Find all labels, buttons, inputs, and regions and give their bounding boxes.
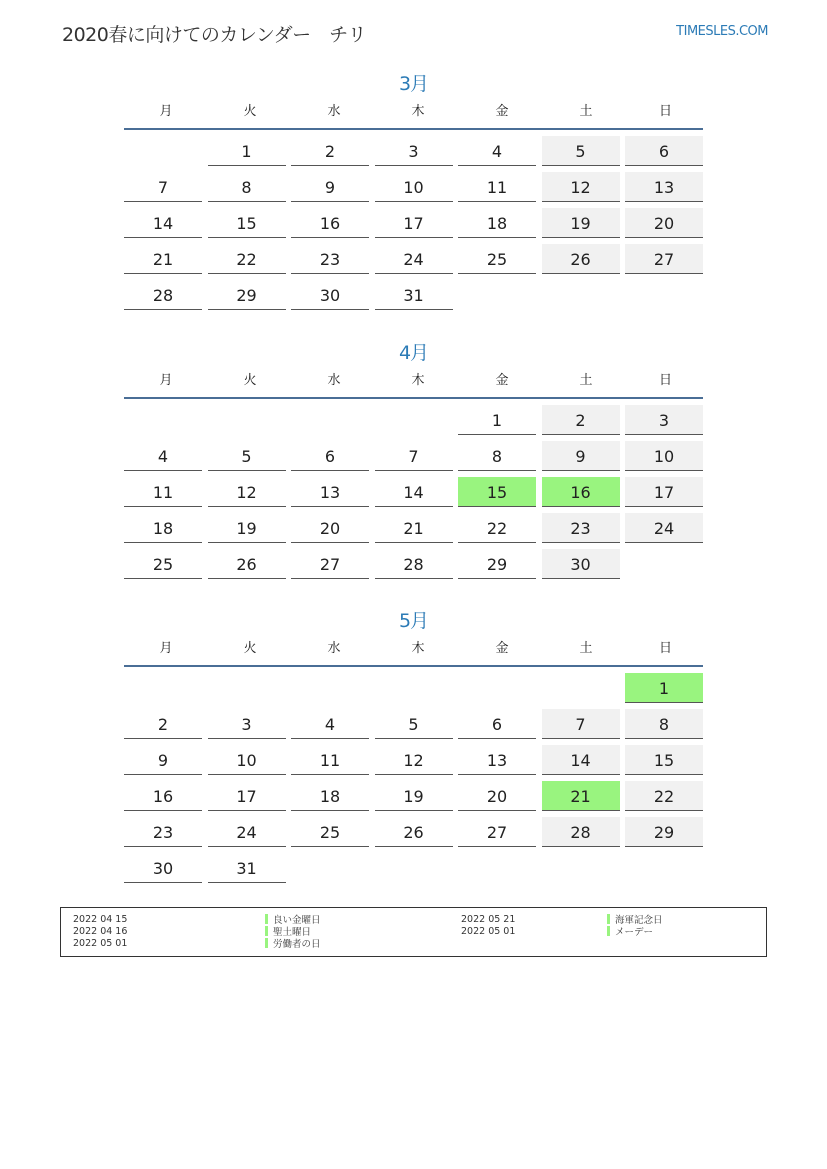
month-may	[124, 607, 703, 883]
day-cell: 22	[625, 781, 703, 811]
header-rule	[124, 397, 703, 399]
day-cell: 7	[375, 441, 453, 471]
day-cell: 25	[124, 549, 202, 579]
header-rule	[124, 128, 703, 130]
empty-cell	[208, 405, 286, 435]
day-cell: 30	[291, 280, 369, 310]
legend-item	[265, 914, 321, 926]
weekday-label: 水	[327, 641, 341, 656]
day-grid	[124, 673, 703, 883]
legend-name: 聖土曜日	[273, 927, 312, 938]
day-cell: 8	[625, 709, 703, 739]
day-cell: 13	[458, 745, 536, 775]
day-cell: 13	[291, 477, 369, 507]
weekday-label: 金	[495, 373, 509, 388]
legend-date: 2022 04 15	[73, 914, 128, 925]
weekday-label: 水	[327, 373, 341, 388]
holiday-marker	[265, 938, 268, 948]
legend-date: 2022 05 01	[461, 926, 516, 937]
page-title: 2020春に向けてのカレンダー チリ	[62, 24, 367, 46]
day-cell: 9	[124, 745, 202, 775]
legend-names-2	[607, 914, 663, 938]
weekday-label: 火	[243, 641, 257, 656]
empty-cell	[291, 673, 369, 703]
legend-item	[607, 914, 663, 926]
empty-cell	[375, 405, 453, 435]
day-cell: 5	[542, 136, 620, 166]
day-cell: 12	[208, 477, 286, 507]
day-cell: 12	[542, 172, 620, 202]
empty-cell	[124, 405, 202, 435]
holiday-marker	[607, 926, 610, 936]
empty-cell	[375, 853, 453, 883]
legend-date: 2022 05 21	[461, 914, 516, 925]
legend-name: 良い金曜日	[273, 915, 321, 926]
day-cell: 17	[625, 477, 703, 507]
day-cell: 23	[124, 817, 202, 847]
day-cell: 30	[542, 549, 620, 579]
day-cell: 10	[208, 745, 286, 775]
weekday-label: 火	[243, 104, 257, 119]
day-cell: 16	[542, 477, 620, 507]
day-cell: 18	[124, 513, 202, 543]
day-cell: 19	[208, 513, 286, 543]
day-cell: 4	[458, 136, 536, 166]
day-cell: 19	[375, 781, 453, 811]
month-title: 5月	[398, 610, 429, 632]
day-cell: 23	[291, 244, 369, 274]
day-cell: 17	[375, 208, 453, 238]
weekday-label: 日	[658, 373, 672, 388]
day-cell: 12	[375, 745, 453, 775]
empty-cell	[625, 853, 703, 883]
month-march	[124, 70, 703, 310]
day-cell: 25	[458, 244, 536, 274]
legend-names-1	[265, 914, 321, 950]
day-cell: 17	[208, 781, 286, 811]
legend-date: 2022 04 16	[73, 926, 128, 937]
weekday-label: 木	[411, 373, 425, 388]
day-cell: 16	[124, 781, 202, 811]
day-cell: 2	[124, 709, 202, 739]
empty-cell	[375, 673, 453, 703]
day-cell: 3	[208, 709, 286, 739]
day-cell: 13	[625, 172, 703, 202]
empty-cell	[208, 673, 286, 703]
empty-cell	[291, 405, 369, 435]
day-cell: 11	[458, 172, 536, 202]
day-cell: 27	[625, 244, 703, 274]
day-cell: 7	[124, 172, 202, 202]
weekday-label: 土	[579, 641, 593, 656]
holiday-marker	[265, 926, 268, 936]
day-cell: 29	[625, 817, 703, 847]
weekday-label: 金	[495, 104, 509, 119]
day-cell: 8	[458, 441, 536, 471]
empty-cell	[458, 853, 536, 883]
day-cell: 18	[458, 208, 536, 238]
day-cell: 2	[542, 405, 620, 435]
legend-name: 労働者の日	[273, 939, 321, 950]
holiday-legend	[60, 907, 767, 957]
day-cell: 22	[458, 513, 536, 543]
weekday-label: 日	[658, 641, 672, 656]
holiday-marker	[265, 914, 268, 924]
day-cell: 6	[291, 441, 369, 471]
weekday-label: 月	[159, 641, 173, 656]
day-cell: 2	[291, 136, 369, 166]
day-cell: 8	[208, 172, 286, 202]
day-cell: 10	[625, 441, 703, 471]
weekday-label: 火	[243, 373, 257, 388]
weekday-label: 土	[579, 104, 593, 119]
weekday-label: 木	[411, 641, 425, 656]
empty-cell	[542, 853, 620, 883]
weekday-label: 木	[411, 104, 425, 119]
legend-date: 2022 05 01	[73, 938, 128, 949]
day-cell: 29	[208, 280, 286, 310]
month-april	[124, 339, 703, 579]
day-cell: 14	[542, 745, 620, 775]
day-cell: 24	[375, 244, 453, 274]
empty-cell	[625, 549, 703, 579]
day-cell: 14	[124, 208, 202, 238]
day-grid	[124, 405, 703, 579]
legend-name: 海軍記念日	[615, 915, 663, 926]
day-cell: 1	[458, 405, 536, 435]
empty-cell	[458, 673, 536, 703]
day-cell: 28	[542, 817, 620, 847]
legend-item	[265, 926, 321, 938]
site-link[interactable]: TIMESLES.COM	[676, 24, 768, 39]
day-cell: 29	[458, 549, 536, 579]
day-cell: 7	[542, 709, 620, 739]
day-cell: 14	[375, 477, 453, 507]
weekday-header	[124, 371, 703, 397]
empty-cell	[542, 673, 620, 703]
day-cell: 9	[542, 441, 620, 471]
day-cell: 26	[542, 244, 620, 274]
day-cell: 25	[291, 817, 369, 847]
month-title: 3月	[398, 73, 429, 95]
weekday-label: 日	[658, 104, 672, 119]
legend-dates-1	[73, 914, 127, 950]
weekday-label: 水	[327, 104, 341, 119]
day-cell: 11	[124, 477, 202, 507]
day-cell: 20	[458, 781, 536, 811]
day-cell: 3	[375, 136, 453, 166]
day-cell: 1	[625, 673, 703, 703]
weekday-label: 土	[579, 373, 593, 388]
day-cell: 26	[208, 549, 286, 579]
day-cell: 4	[124, 441, 202, 471]
empty-cell	[291, 853, 369, 883]
empty-cell	[124, 673, 202, 703]
empty-cell	[625, 280, 703, 310]
day-cell: 28	[375, 549, 453, 579]
legend-item	[607, 926, 663, 938]
day-grid	[124, 136, 703, 310]
day-cell: 27	[291, 549, 369, 579]
day-cell: 20	[625, 208, 703, 238]
day-cell: 27	[458, 817, 536, 847]
page-header	[62, 18, 768, 48]
day-cell: 16	[291, 208, 369, 238]
day-cell: 21	[542, 781, 620, 811]
legend-name: メーデー	[615, 927, 654, 938]
empty-cell	[458, 280, 536, 310]
day-cell: 21	[124, 244, 202, 274]
day-cell: 28	[124, 280, 202, 310]
weekday-label: 月	[159, 104, 173, 119]
day-cell: 22	[208, 244, 286, 274]
day-cell: 1	[208, 136, 286, 166]
day-cell: 10	[375, 172, 453, 202]
day-cell: 4	[291, 709, 369, 739]
day-cell: 18	[291, 781, 369, 811]
day-cell: 15	[208, 208, 286, 238]
day-cell: 31	[375, 280, 453, 310]
day-cell: 3	[625, 405, 703, 435]
day-cell: 6	[625, 136, 703, 166]
month-title: 4月	[398, 342, 429, 364]
day-cell: 15	[625, 745, 703, 775]
weekday-header	[124, 639, 703, 665]
day-cell: 20	[291, 513, 369, 543]
day-cell: 24	[208, 817, 286, 847]
day-cell: 30	[124, 853, 202, 883]
empty-cell	[542, 280, 620, 310]
weekday-label: 月	[159, 373, 173, 388]
day-cell: 21	[375, 513, 453, 543]
day-cell: 31	[208, 853, 286, 883]
legend-dates-2	[461, 914, 515, 938]
day-cell: 11	[291, 745, 369, 775]
header-rule	[124, 665, 703, 667]
weekday-header	[124, 102, 703, 128]
day-cell: 15	[458, 477, 536, 507]
day-cell: 6	[458, 709, 536, 739]
day-cell: 26	[375, 817, 453, 847]
day-cell: 5	[375, 709, 453, 739]
legend-item	[265, 938, 321, 950]
day-cell: 5	[208, 441, 286, 471]
holiday-marker	[607, 914, 610, 924]
day-cell: 24	[625, 513, 703, 543]
empty-cell	[124, 136, 202, 166]
day-cell: 19	[542, 208, 620, 238]
day-cell: 23	[542, 513, 620, 543]
weekday-label: 金	[495, 641, 509, 656]
day-cell: 9	[291, 172, 369, 202]
